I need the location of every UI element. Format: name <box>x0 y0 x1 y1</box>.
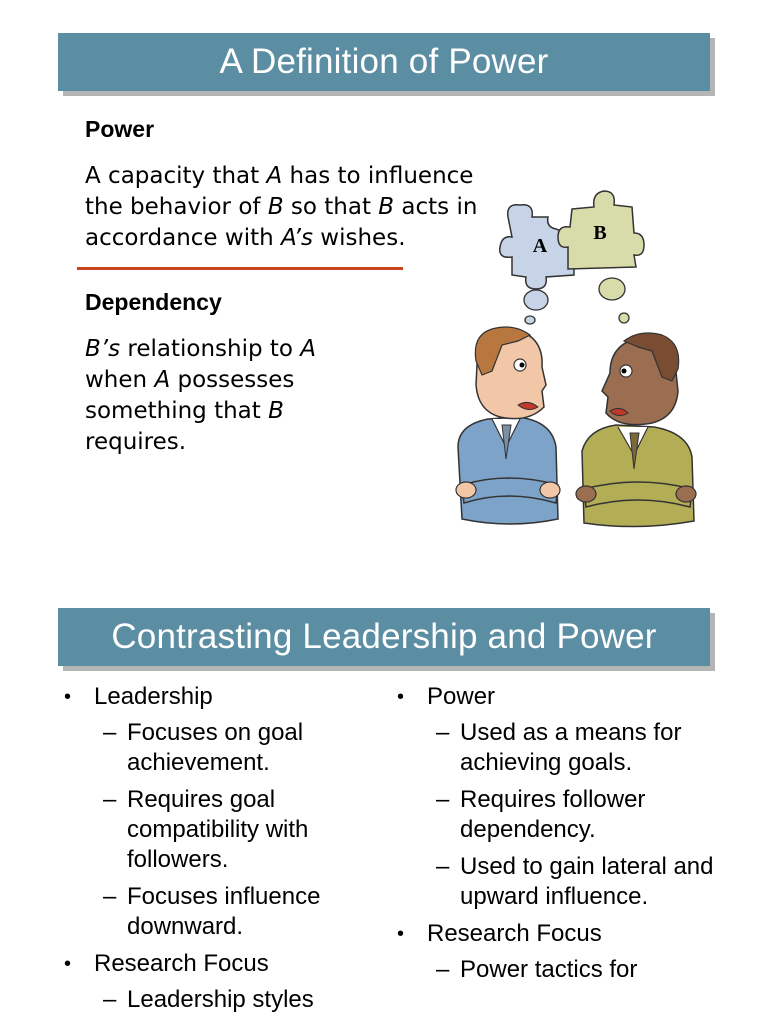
slide1-title-banner <box>58 33 710 91</box>
sub-bullet: – Used as a means for achieving goals. <box>391 718 721 778</box>
bullet-power: • Power <box>391 682 721 712</box>
dependency-heading: Dependency <box>85 289 222 315</box>
slide2-title: Contrasting Leadership and Power <box>111 617 657 656</box>
slide1-title: A Definition of Power <box>219 42 549 81</box>
power-definition: A capacity that A has to influence the behavior of B so that B acts in accordance with A’s wishes. <box>85 163 478 251</box>
power-column <box>391 682 721 992</box>
slide2-title-banner <box>58 608 710 666</box>
dependency-definition: B’s relationship to A when A possesses something that B requires. <box>85 336 317 455</box>
bullet-research-focus: • Research Focus <box>58 949 388 979</box>
sub-bullet: – Focuses on goal achievement. <box>58 718 388 778</box>
bullet-leadership: • Leadership <box>58 682 388 712</box>
sub-bullet: – Requires follower dependency. <box>391 785 721 845</box>
bullet-research-focus: • Research Focus <box>391 919 721 949</box>
puzzle-piece-b-icon <box>558 191 644 269</box>
sub-bullet: – Leadership styles <box>58 985 388 1015</box>
puzzle-label-a: A <box>532 235 548 257</box>
two-businessmen-illustration <box>448 185 704 535</box>
sub-bullet: – Power tactics for <box>391 955 721 985</box>
puzzle-label-b: B <box>593 222 607 244</box>
sub-bullet: – Used to gain lateral and upward influence. <box>391 852 721 912</box>
right-businessman-figure <box>576 333 696 527</box>
sub-bullet: – Requires goal compatibility with followers. <box>58 785 388 875</box>
left-businessman-figure <box>456 327 560 524</box>
sub-bullet: – Focuses influence downward. <box>58 882 388 942</box>
power-heading: Power <box>85 116 155 142</box>
divider-rule <box>77 267 403 270</box>
leadership-column <box>58 682 388 1022</box>
